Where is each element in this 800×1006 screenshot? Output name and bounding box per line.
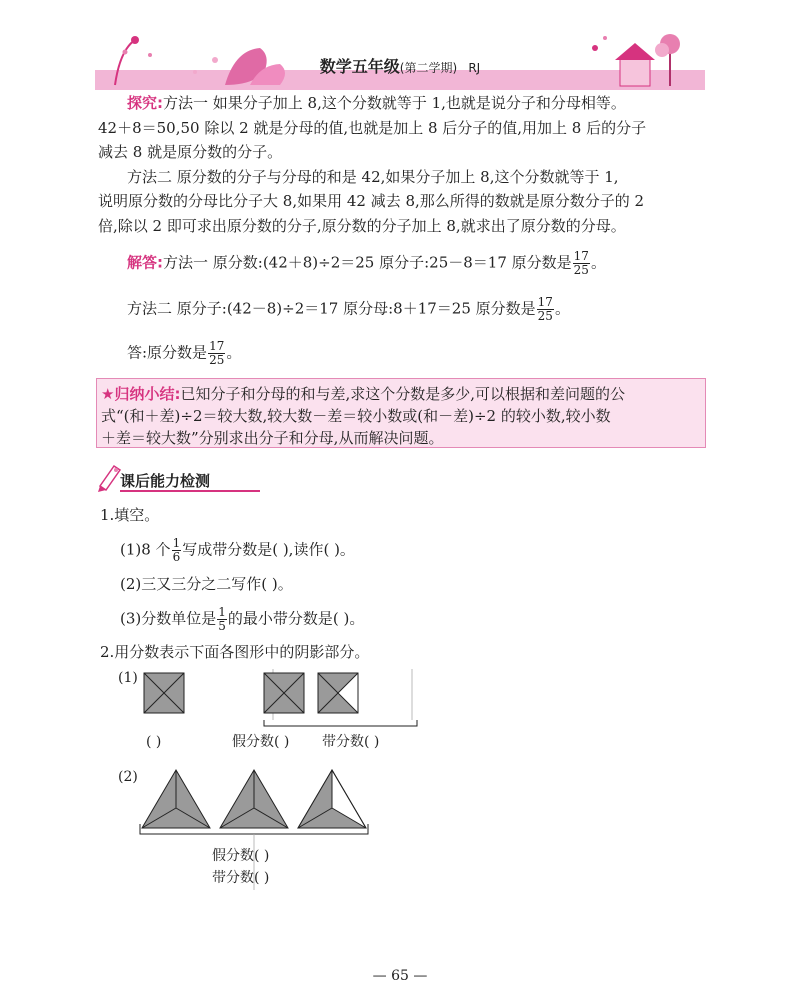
q2-p1-square-c xyxy=(318,673,358,713)
q2-p2-triangle-b xyxy=(220,770,288,828)
explore-m1-line1: 探究:方法一 如果分子加上 8,这个分数就等于 1,也就是说分子和分母相等。 xyxy=(127,94,626,112)
summary-line2: 式“(和＋差)÷2＝较大数,较大数－差＝较小数或(和－差)÷2 的较小数,较小数 xyxy=(101,407,611,425)
page-number: — 65 — xyxy=(372,968,428,984)
explore-m1-line3: 减去 8 就是原分数的分子。 xyxy=(98,143,283,161)
explore-m1-line2: 42＋8＝50,50 除以 2 就是分母的值,也就是加上 8 后分子的值,用加上 8 后的分子 xyxy=(98,119,647,137)
q1-a: (1)8 个 $\frac{1}{6}$ 写成带分数是( ),读作( )。 xyxy=(120,536,355,564)
explore-m2-line3: 倍,除以 2 即可求出原分数的分子,原分数的分子加上 8,就求出了原分数的分母。 xyxy=(98,217,626,235)
q2-p1-square-a xyxy=(144,673,184,713)
q1-c: (3)分数单位是 $\frac{1}{5}$ 的最小带分数是( )。 xyxy=(120,605,365,633)
solution-m1: 解答:方法一 原分数:(42＋8)÷2＝25 原分子:25－8＝17 原分数是 $\frac{17}{25}$ 。 xyxy=(127,249,606,277)
q2-p1-improper: 假分数( ) xyxy=(232,734,290,750)
q2-p1-figures xyxy=(140,668,415,720)
q2-p1-blank: ( ) xyxy=(146,734,162,750)
q2-p2-mixed: 带分数( ) xyxy=(212,870,270,886)
q2-p1-label: (1) xyxy=(118,670,138,686)
q2-p1-mixed: 带分数( ) xyxy=(322,734,380,750)
solution-answer: 答:原分数是 $\frac{17}{25}$ 。 xyxy=(127,339,242,367)
section-underline xyxy=(120,490,260,492)
q2-p2-triangle-c xyxy=(298,770,366,828)
q2-p2-triangle-a xyxy=(142,770,210,828)
summary-line3: ＋差＝较大数”分别求出分子和分母,从而解决问题。 xyxy=(101,429,444,447)
pencil-icon xyxy=(96,462,122,492)
q2-p1-square-b xyxy=(264,673,304,713)
q2-p2-label: (2) xyxy=(118,769,138,785)
q2-p2-improper: 假分数( ) xyxy=(212,848,270,864)
solution-m2: 方法二 原分子:(42－8)÷2＝17 原分母:8＋17＝25 原分数是 $\frac{17}{25}$ 。 xyxy=(127,295,570,323)
q2-title: 2.用分数表示下面各图形中的阴影部分。 xyxy=(100,643,370,661)
summary-line1: ★归纳小结:已知分子和分母的和与差,求这个分数是多少,可以根据和差问题的公 xyxy=(101,385,625,403)
q1-b: (2)三又三分之二写作( )。 xyxy=(120,575,293,593)
explore-m2-line1: 方法二 原分数的分子与分母的和是 42,如果分子加上 8,这个分数就等于 1, xyxy=(127,168,619,186)
header-title: 数学五年级(第二学期) RJ xyxy=(319,57,481,76)
explore-m2-line2: 说明原分数的分母比分子大 8,如果用 42 减去 8,那么所得的数就是原分数分子的 2 xyxy=(98,192,645,210)
q1-title: 1.填空。 xyxy=(100,506,160,524)
section-title: 课后能力检测 xyxy=(120,472,211,490)
